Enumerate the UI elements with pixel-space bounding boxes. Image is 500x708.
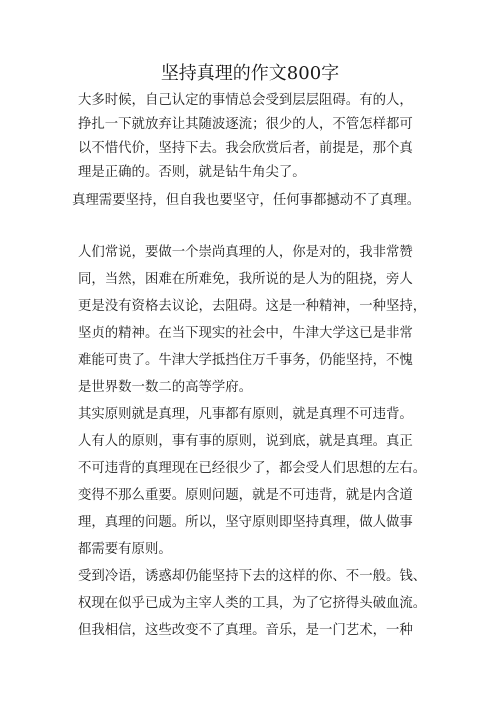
text-line: 理，真理的问题。所以，坚守原则即坚持真理，做人做事 — [78, 515, 413, 530]
text-line: 不可违背的真理现在已经很少了，都会受人们思想的左右。 — [78, 461, 427, 476]
text-line: 是世界数一数二的高等学府。 — [78, 380, 253, 395]
text-line: 同，当然，困难在所难免，我所说的是人为的阻挠，旁人 — [78, 272, 413, 287]
text-line: 大多时候，自己认定的事情总会受到层层阻碍。有的人， — [78, 93, 413, 108]
text-line: 受到冷语，诱惑却仍能坚持下去的这样的你、不一般。钱、 — [78, 569, 427, 584]
text-line: 以不惜代价，坚持下去。我会欣赏后者，前提是，那个真 — [78, 141, 413, 156]
text-line: 但我相信，这些改变不了真理。音乐，是一门艺术，一种 — [78, 623, 413, 638]
text-line: 人有人的原则，事有事的原则，说到底，就是真理。真正 — [78, 434, 413, 449]
document-title: 坚持真理的作文800字 — [160, 63, 340, 84]
text-line: 人们常说，要做一个崇尚真理的人，你是对的，我非常赞 — [78, 245, 413, 260]
text-line: 挣扎一下就放弃让其随波逐流；很少的人，不管怎样都可 — [78, 117, 413, 132]
text-line: 都需要有原则。 — [78, 542, 172, 557]
text-line: 权现在似乎已成为主宰人类的工具，为了它挤得头破血流。 — [78, 596, 427, 611]
text-line: 变得不那么重要。原则问题，就是不可违背，就是内含道 — [78, 488, 413, 503]
text-line: 难能可贵了。牛津大学抵挡住万千事务，仍能坚持，不愧 — [78, 353, 413, 368]
text-line: 理是正确的。否则，就是钻牛角尖了。 — [78, 165, 306, 180]
text-line: 更是没有资格去议论，去阻碍。这是一种精神，一种坚持， — [78, 299, 427, 314]
text-line: 其实原则就是真理，凡事都有原则，就是真理不可违背。 — [78, 407, 413, 422]
text-line: 真理需要坚持，但自我也要坚守，任何事都撼动不了真理。 — [72, 193, 421, 208]
text-line: 坚贞的精神。在当下现实的社会中，牛津大学这已是非常 — [78, 326, 413, 341]
